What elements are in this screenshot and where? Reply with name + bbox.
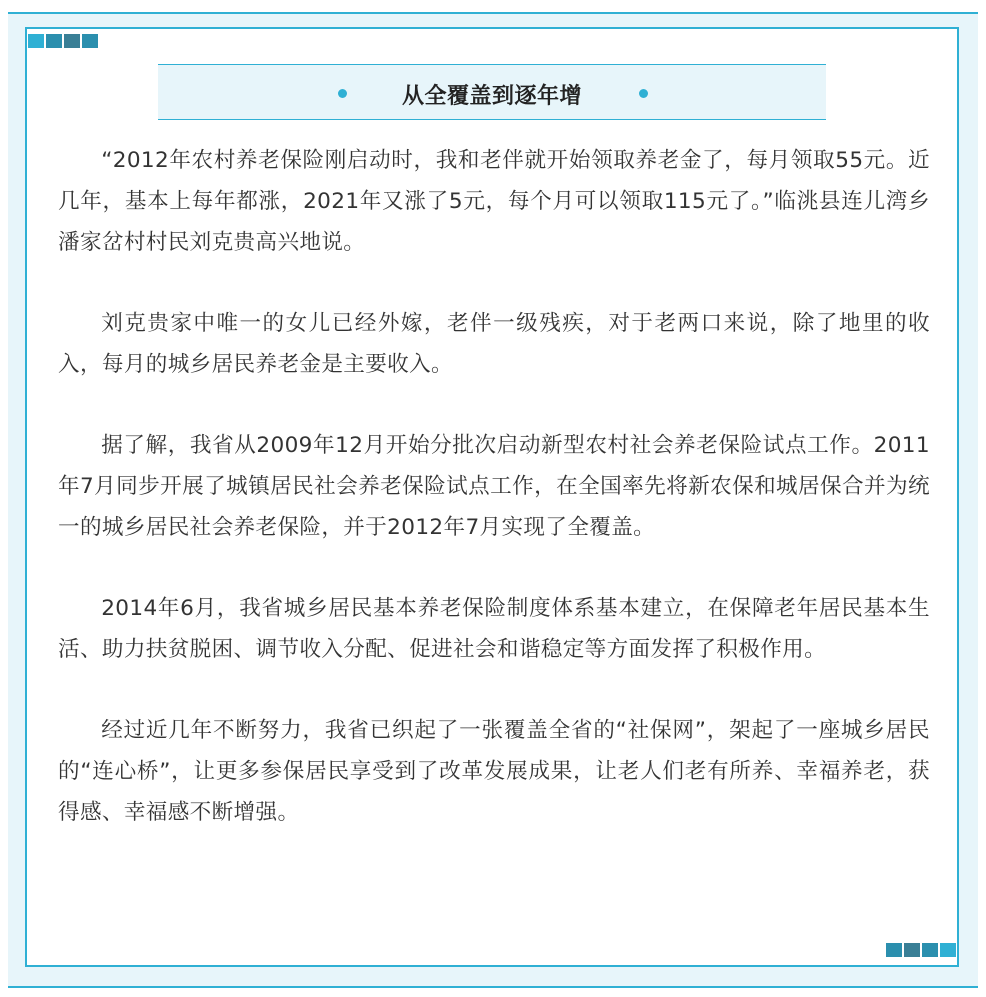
- paragraph: 据了解，我省从2009年12月开始分批次启动新型农村社会养老保险试点工作。2011年7月同步开展了城镇居民社会养老保险试点工作，在全国率先将新农保和城居保合并为统一的城乡居民社会养老保险，并于2012年7月实现了全覆盖。: [58, 433, 930, 540]
- paragraph: 刘克贵家中唯一的女儿已经外嫁，老伴一级残疾，对于老两口来说，除了地里的收入，每月的城乡居民养老金是主要收入。: [58, 311, 930, 377]
- decor-square: [28, 34, 44, 48]
- decor-square: [64, 34, 80, 48]
- decor-square: [904, 943, 920, 957]
- decor-square: [922, 943, 938, 957]
- paragraph: 2014年6月，我省城乡居民基本养老保险制度体系基本建立，在保障老年居民基本生活、助力扶贫脱困、调节收入分配、促进社会和谐稳定等方面发挥了积极作用。: [58, 596, 930, 662]
- paragraph: 经过近几年不断努力，我省已织起了一张覆盖全省的“社保网”，架起了一座城乡居民的“连心桥”，让更多参保居民享受到了改革发展成果，让老人们老有所养、幸福养老，获得感、幸福感不断增强。: [58, 718, 930, 825]
- article-body: [58, 140, 930, 873]
- dot-icon: [639, 89, 648, 98]
- decor-square: [886, 943, 902, 957]
- article-title: 从全覆盖到逐年增: [401, 84, 582, 109]
- title-bar: [158, 64, 826, 120]
- decor-square: [46, 34, 62, 48]
- corner-decoration-bottom-right: [886, 943, 956, 957]
- decor-square: [82, 34, 98, 48]
- paragraph: “2012年农村养老保险刚启动时，我和老伴就开始领取养老金了，每月领取55元。近几年，基本上每年都涨，2021年又涨了5元，每个月可以领取115元了。”临洮县连儿湾乡潘家岔村村民刘克贵高兴地说。: [58, 148, 930, 255]
- decor-square: [940, 943, 956, 957]
- corner-decoration-top-left: [28, 34, 98, 48]
